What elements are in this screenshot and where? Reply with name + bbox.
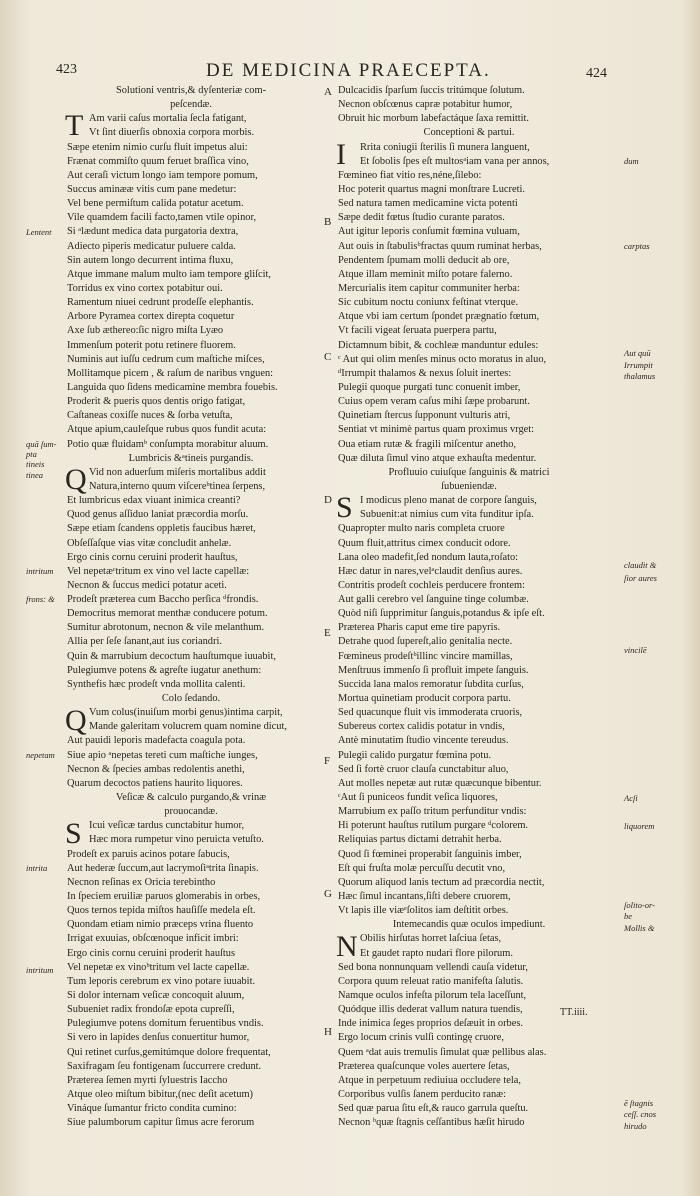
verse-line: Pulegii quoque purgati tunc conuenit imber, — [338, 381, 521, 393]
verse-line: Succida lana malos remoratur ſubdita curſus, — [338, 678, 524, 690]
verse-line: Hæc mora rumpetur vino peruicta vetuſto. — [89, 834, 264, 846]
verse-line: Atque in perpetuum rediuiua occludere tela, — [338, 1074, 521, 1086]
page-header — [56, 60, 616, 84]
verse-line: Hæc datur in nares,velᵃclaudit denſius aures. — [338, 565, 523, 577]
section-heading: prouocandæ. — [164, 806, 218, 818]
verse-line: Et gaudet rapto nudari flore pilorum. — [360, 947, 513, 959]
section-heading: Profluuio cuiuſque ſanguinis & matrici — [388, 466, 550, 478]
marginal-gloss-right: ceſſ. cnos — [624, 1109, 657, 1120]
verse-line: Siue apio ᵃnepetas tereti cum maſtiche iunges, — [67, 749, 258, 761]
verse-line: Cuius opem veram caſus mihi ſæpe probarunt. — [338, 396, 530, 408]
marginal-gloss-right: carptas — [624, 240, 650, 251]
verse-line: In ſpeciem eruiliæ paruos glomerabis in orbes, — [67, 891, 261, 903]
verse-line: Obſeſſaſque vias vitæ concludit anhelæ. — [67, 537, 232, 549]
marginal-gloss-left: intrita — [26, 863, 48, 874]
verse-line: Vt lapis ille viæᵉſolitos iam deſtitit orbes. — [338, 905, 509, 917]
verse-line: Quarum decoctos patiens haurito liquores. — [67, 777, 243, 789]
verse-line: Allia per ſeſe ſanant,aut ius coriandri. — [67, 636, 222, 648]
verse-line: Proderit & pueris quos dentis origo fatigat, — [67, 396, 246, 408]
verse-line: Natura,interno quum viſcereᵇtinea ſerpens, — [89, 480, 266, 492]
verse-line: Aut hederæ ſuccum,aut lacrymoſiᵃtrita ſinapis. — [67, 862, 259, 874]
section-letter: G — [324, 888, 332, 901]
verse-line: Necnon & ſuccus medici potatur aceti. — [67, 579, 227, 591]
verse-line: Siue palumborum capitur ſimus acre ferorum — [67, 1117, 255, 1129]
verse-line: Quos ternos tepida miſtos hauſiſſe medela eſt. — [67, 905, 256, 917]
verse-line: Hoc poterit quartus magni monſtrare Lucreti. — [338, 183, 525, 195]
section-letter: A — [324, 86, 332, 98]
verse-line: Aut pauidi leporis madefacta coagula pota. — [67, 735, 246, 747]
verse-line: Aut molles nepetæ aut rutæ quæcunque bibentur. — [338, 777, 542, 789]
verse-line: Frænat commiſto quum feruet braſſica vino, — [67, 155, 249, 167]
verse-line: Hæc ſimul incantans,ſiſti debere cruorem, — [338, 891, 511, 903]
section-heading: Lumbricis &ᵃtineis purgandis. — [128, 452, 254, 464]
verse-line: Atque vbi iam certum ſpondet prægnatio fœtum, — [338, 311, 540, 323]
verse-line: Ergo locum crinis vulſi contingę cruore, — [338, 1032, 505, 1044]
verse-line: Aut igitur leporis conſumit fœmina vuluam, — [338, 226, 520, 238]
verse-line: Quod ſi fœminei properabit ſanguinis imber, — [338, 848, 522, 860]
marginal-gloss-left: pta — [26, 448, 37, 459]
verse-line: Præterea ſemen myrti ſyluestris Iaccho — [67, 1074, 228, 1086]
verse-line: Dictamnum bibit, & cochleæ manduntur edules: — [338, 339, 539, 351]
verse-line: Obruit hic morbum labefactáque ſaxa remittit. — [338, 113, 530, 125]
verse-line: ᶜAut ſi puniceos fundit veſica liquores, — [338, 792, 498, 804]
signature-mark: TT.iiii. — [560, 1007, 588, 1018]
verse-line: Præterea quaſcunque voles auertere ſetas, — [338, 1060, 510, 1072]
verse-line: Atque apium,cauleſque rubus quos fundit acuta: — [67, 424, 267, 436]
marginal-gloss-left: intritum — [26, 965, 54, 976]
verse-line: Sed natura tamen medicamine victa potenti — [338, 198, 518, 210]
verse-line: Synthefis hæc prodeſt vnda mollita calenti. — [67, 678, 246, 690]
marginal-gloss-right: be — [624, 911, 633, 922]
verse-line: Atque illam meminit miſto potare falerno. — [338, 268, 513, 280]
verse-line: Vid non aduerſum miſeris mortalibus addit — [89, 466, 266, 478]
verse-line: Mortua quinetiam producit corpora partu. — [338, 693, 511, 705]
verse-line: Vel bene permiſtum calida potatur acetum. — [67, 198, 244, 210]
section-heading: Intemecandis quæ oculos impediunt. — [392, 919, 546, 931]
verse-line: Atque immane malum multo iam tempore gliſcit, — [67, 268, 272, 280]
section-letter: F — [324, 755, 331, 768]
verse-line: Saxifragam ſeu fontigenam ſuccurrere credunt. — [67, 1060, 262, 1072]
section-heading: Colo ſedando. — [161, 693, 221, 705]
marginal-gloss-left: tinea — [26, 469, 43, 480]
verse-line: Sumitur abrotonum, necnon & vile melanthum. — [67, 622, 265, 634]
marginal-gloss-left: nepetam — [26, 750, 55, 761]
verse-line: Subueniet radix frondoſæ epota cupreſſi, — [67, 1004, 235, 1016]
verse-line: Atque oleo miſtum bibitur,(nec deſit acetum) — [67, 1088, 253, 1100]
page-number-left: 423 — [56, 62, 77, 77]
drop-cap: N — [336, 930, 358, 963]
verse-line: Caſtaneas coxiſſe nuces & ſorba vetuſta, — [67, 410, 233, 422]
verse-line: Mande galeritam volucrem quam nomine dicut, — [89, 721, 287, 733]
verse-line: Si ᵃlædunt medica data purgatoria dextra, — [67, 226, 239, 238]
verse-line: Pendentem ſpumam molli deducit ab ore, — [338, 254, 510, 266]
verse-line: Quorum aliquod lanis tectum ad præcordia nectit, — [338, 876, 545, 888]
page-edge-stain — [682, 0, 700, 1196]
running-title: DE MEDICINA PRAECEPTA. — [206, 60, 491, 81]
verse-line: Necnon ᵇquæ ſtagnis ceſſantibus hæſit hirudo — [338, 1117, 525, 1129]
verse-line: Quódque illis dederat vallum natura tuendis, — [338, 1004, 523, 1016]
verse-line: Qui retinet curſus,gemitúmque dolore frequentat, — [67, 1046, 271, 1058]
verse-line: Icui veſicæ tardus cunctabitur humor, — [89, 820, 245, 832]
verse-line: Eſt qui fruſta molæ percuſſu decutit vno, — [338, 862, 506, 874]
verse-line: Quin & marrubium decoctum hauſtumque iuuabit, — [67, 650, 276, 662]
verse-line: Dulcacidis ſparſum ſuccis tritúmque ſolutum. — [338, 85, 525, 96]
verse-line: Detrahe quod ſupereſt,alio genitalia necte. — [338, 636, 513, 648]
verse-line: Vel nepetæᶜtritum ex vino vel lacte capellæ: — [67, 565, 250, 577]
section-letter: H — [324, 1025, 332, 1038]
verse-line: Subereus cortex calidis potatur in vndis, — [338, 721, 505, 733]
marginal-gloss-right: ſior aures — [624, 573, 657, 584]
verse-line: Mollitamque picem , & raſum de naribus vnguen: — [67, 367, 274, 379]
verse-line: Sed quæ parua ſitu eſt,& rauco garrula queſtu. — [338, 1103, 529, 1115]
verse-line: Potio quæ fluidamᵇ conſumpta morabitur aluum. — [67, 438, 269, 450]
verse-line: Corporibus vulſis ſanem perducito ranæ: — [338, 1088, 506, 1100]
marginal-gloss-right: ē ſtagnis — [624, 1098, 654, 1109]
verse-line: ᵈIrrumpit thalamos & nexus ſoluit inertes: — [338, 367, 512, 379]
marginal-gloss-right: Aut quū — [624, 348, 651, 359]
verse-line: Irrigat exuuias, obſcœnoque inficit imbri: — [67, 933, 239, 945]
verse-line: Mercurialis item capitur communiter herba: — [338, 282, 520, 294]
verse-line: Prodeſt præterea cum Baccho perſica ᵈfrondis. — [67, 594, 259, 606]
verse-line: Sic cubitum noctu coniunx feſtinat vterque. — [338, 297, 519, 309]
verse-line: Vt facili vigeat ſeruata puerpera partu, — [338, 325, 497, 337]
verse-line: Pulegiumve potens domitum feruentibus vndis. — [67, 1018, 264, 1030]
verse-line: Aut ouis in ſtabulisᵇfractas quum ruminat herbas, — [338, 240, 542, 252]
section-heading: Conceptioni & partui. — [423, 127, 515, 139]
verse-line: Democritus memorat menthæ conducere potum. — [67, 608, 268, 620]
verse-line: Necnon obſcœnus capræ potabitur humor, — [338, 99, 513, 111]
left-text-column — [67, 84, 315, 1130]
verse-line: Sæpe etiam ſcandens oppletis faucibus hæret, — [67, 523, 256, 535]
verse-line: Adiecto piperis medicatur puluere calda. — [67, 240, 236, 252]
verse-line: Torridus ex vino cortex potabitur oui. — [67, 282, 223, 294]
marginal-gloss-right: ſolito-or- — [624, 900, 655, 911]
marginal-gloss-right: thalamus — [624, 370, 656, 381]
verse-line: Sæpe etenim nimio curſu fluit impetus alui: — [67, 141, 248, 153]
section-letter: D — [324, 493, 332, 506]
marginal-gloss-right: liquorem — [624, 820, 655, 831]
verse-line: Quapropter multo naris completa cruore — [338, 523, 505, 535]
verse-line: Quæ diluta ſimul vino atque exhauſta medentur. — [338, 452, 537, 464]
verse-line: Quinetiam ſtercus ſupponunt vulturis atri, — [338, 410, 511, 422]
verse-line: Numinis aut iuſſu cedrum cum maſtiche miſces, — [67, 353, 265, 365]
verse-line: Ramentum niuei cedrunt prodeſſe elephantis. — [67, 297, 254, 309]
verse-line: Pulegiumve potens & agreſte iugatur anethum: — [67, 664, 262, 676]
verse-line: Fœmineus prodeſtᵇillinc vincire mamillas, — [338, 650, 513, 662]
verse-line: Contritis prodeſt cochleis perducere frontem: — [338, 579, 525, 591]
verse-line: Sentiat vt minimè partus quam proximus vrget: — [338, 424, 535, 436]
verse-line: Succus aminææ vitis cum pane medetur: — [67, 183, 237, 195]
verse-line: I modicus pleno manat de corpore ſanguis, — [360, 495, 537, 507]
verse-line: Sin autem longo decurrent intima fluxu, — [67, 254, 234, 266]
section-heading: Veſicæ & calculo purgando,& vrinæ — [115, 792, 267, 804]
drop-cap: Q — [65, 463, 87, 497]
marginal-gloss-right: Acſi — [624, 792, 638, 803]
marginal-gloss-left: quā ſum- — [26, 438, 57, 449]
verse-line: Rrita coniugii ſterilis ſi munera languent, — [360, 141, 530, 153]
drop-cap: I — [336, 137, 346, 171]
marginal-gloss-right: dum — [624, 155, 639, 166]
verse-line: Vel nepetæ ex vinoᵇtritum vel lacte capellæ. — [67, 961, 250, 973]
marginal-gloss-right: vincilē — [624, 645, 647, 656]
verse-line: Obilis hirſutas horret laſciua ſetas, — [360, 933, 502, 945]
verse-line: Fœmineo fiat vitio res,néne,ſilebo: — [338, 169, 482, 181]
verse-line: Inde inimica ſeges proprios deſæuit in orbes. — [338, 1018, 523, 1030]
verse-line: Necnon reſinas ex Oricia terebintho — [67, 876, 216, 888]
drop-cap: Q — [65, 703, 87, 737]
verse-line: Necnon & ſpecies ambas redolentis anethi, — [67, 763, 245, 775]
verse-line: Vile quamdem facili facto,tamen vtile opinor, — [67, 212, 257, 224]
section-letter: C — [324, 350, 332, 363]
verse-line: Præterea Pharis caput eme tire papyris. — [338, 622, 501, 634]
verse-line: Vt ſint diuerſis obnoxia corpora morbis. — [89, 127, 255, 139]
verse-line: Si dolor internam veſicæ concoquit aluum, — [67, 990, 245, 1001]
verse-line: Prodeſt ex paruis acinos potare ſabucis, — [67, 848, 230, 860]
verse-line: Et lumbricus edax viuant inimica creanti? — [67, 495, 241, 507]
marginal-gloss-left: tineis — [26, 458, 45, 469]
verse-line: Sed ſi fortè cruor clauſa cunctabitur aluo, — [338, 763, 509, 775]
verse-line: Vináque ſumantur fricto condita cumino: — [67, 1103, 237, 1115]
marginal-gloss-right: claudit & — [624, 560, 657, 571]
marginal-gloss-right: hirudo — [624, 1120, 647, 1131]
page-number-right: 424 — [586, 66, 607, 81]
drop-cap: T — [65, 109, 84, 143]
verse-line: Oua etiam rutæ & fragili miſcentur anetho, — [338, 438, 517, 450]
section-heading: peſcendæ. — [170, 99, 212, 111]
verse-line: Immenſum poterit potu retinere fluorem. — [67, 339, 236, 351]
verse-line: Sed bona nonnunquam vellendi cauſa videtur, — [338, 961, 529, 973]
verse-line: Reliquias partus dictami detrahit herba. — [338, 834, 502, 846]
verse-line: Pulegii calido purgatur fœmina potu. — [338, 749, 492, 761]
verse-line: Aut ceraſi victum longo iam tempore pomum, — [67, 169, 258, 181]
verse-line: Vum colus(inuiſum morbi genus)intima carpit, — [89, 707, 283, 719]
verse-line: Hi poterunt hauſtus rutilum purgare ᵈcolorem. — [338, 820, 529, 832]
verse-line: Sæpe dedit fœtus ſtudio curante paratos. — [338, 212, 505, 224]
marginal-gloss-right: Irrumpit — [624, 359, 653, 370]
verse-line: Tum leporis cerebrum ex vino potare iuuabit. — [67, 975, 256, 987]
section-letter: B — [324, 216, 332, 229]
verse-line: Quondam etiam nimio præceps vrina fluento — [67, 919, 254, 931]
drop-cap: S — [336, 491, 353, 525]
marginal-gloss-left: intritum — [26, 566, 54, 577]
verse-line: Menſtruus immenſo ſi profluit impete ſanguis. — [338, 664, 529, 676]
verse-line: ᶜ Aut qui olim menſes minus octo moratus in aluo, — [338, 353, 547, 365]
verse-line: Quòd niſi ſupprimitur ſanguis,potandus & ipſe eſt. — [338, 608, 545, 620]
marginal-gloss-right: Mollis & — [624, 922, 655, 933]
verse-line: Quem ᵃdat auis tremulis ſimulat quæ pellibus alas. — [338, 1046, 547, 1058]
marginal-gloss-left: frons: & — [26, 594, 55, 605]
verse-line: Marrubium ex paſſo tritum perfunditur vndis: — [338, 806, 527, 818]
verse-line: Axe ſub æthereo:ſic nigro miſta Lyæo — [67, 325, 224, 337]
verse-line: Languida quo ſidens medicamine membra fouebis. — [67, 381, 278, 393]
verse-line: Am varii caſus mortalia ſecla fatigant, — [89, 113, 247, 125]
verse-line: Aut galli cerebro vel ſanguine tinge columbæ. — [338, 594, 529, 606]
verse-line: Namque oculos infeſta pilorum tela laceſſunt, — [338, 990, 527, 1001]
verse-line: Quum fluit,attritus cimex conducit odore. — [338, 537, 511, 549]
verse-line: Corpora quum releuat ratio manifeſta ſalutis. — [338, 975, 524, 987]
verse-line: Ergo cinis cornu ceruini proderit hauſtus — [67, 947, 236, 959]
verse-line: Quod genus aſſiduo laniat præcordia morſu. — [67, 509, 249, 521]
verse-line: Sed quacunque fluit vis immoderata cruoris, — [338, 707, 523, 719]
verse-line: Et ſobolis ſpes eſt multosᵃiam vana per annos, — [360, 155, 550, 167]
right-text-column — [338, 84, 600, 1130]
verse-line: Subuenit:at nimius cum vita funditur ipſa. — [360, 509, 534, 521]
section-heading: Solutioni ventris,& dyſenteriæ com- — [115, 85, 267, 96]
verse-line: Arbore Pyramea cortex direpta coquetur — [67, 311, 235, 323]
verse-line: Si vero in lapides denſus conuertitur humor, — [67, 1032, 250, 1044]
drop-cap: S — [65, 816, 82, 850]
verse-line: Lana oleo madefit,ſed nondum lauta,roſato: — [338, 551, 519, 563]
section-heading: ſubueniendæ. — [441, 480, 497, 492]
verse-line: Antè minutatim ſtudio vincente tereudus. — [338, 735, 509, 747]
marginal-gloss-left: Lentent — [26, 226, 52, 237]
section-letter: E — [324, 626, 331, 639]
verse-line: Ergo cinis cornu ceruini proderit hauſtus, — [67, 551, 238, 563]
